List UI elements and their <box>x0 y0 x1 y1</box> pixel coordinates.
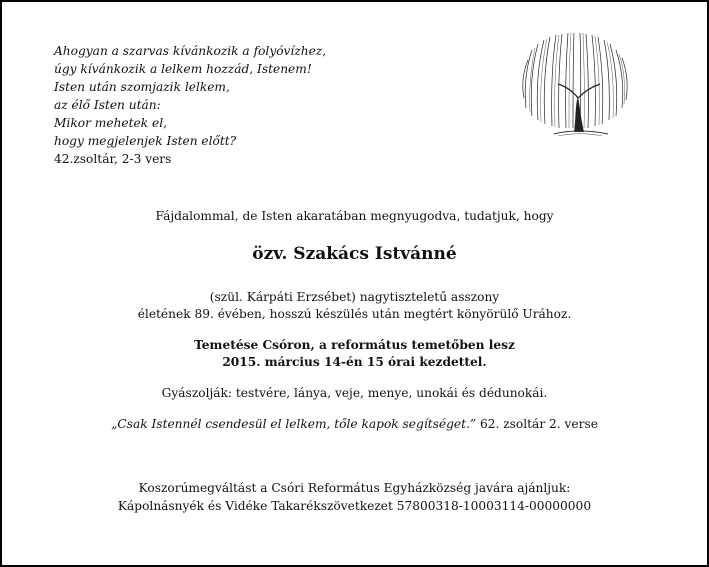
maiden-name-line: (szül. Kárpáti Erzsébet) nagytiszteletű asszony <box>209 290 500 304</box>
poem-line: hogy megjelenjek Isten előtt? <box>54 134 237 148</box>
funeral-location: Temetése Csóron, a református temetőben lesz <box>194 338 515 352</box>
poem-reference: 42.zsoltár, 2-3 vers <box>54 152 172 166</box>
psalm-poem <box>54 42 326 168</box>
deceased-name: özv. Szakács Istvánné <box>252 244 457 264</box>
mourners-line: Gyászolják: testvére, lánya, veje, menye, unokái és dédunokái. <box>161 386 548 400</box>
poem-line: Ahogyan a szarvas kívánkozik a folyóvízhez, <box>54 44 327 58</box>
quote-text: „Csak Istennél csendesül el lelkem, tőle kapok segítséget.” <box>111 417 477 431</box>
poem-line: az élő Isten után: <box>54 98 161 112</box>
funeral-date: 2015. március 14-én 15 órai kezdettel. <box>222 355 487 369</box>
poem-line: Mikor mehetek el, <box>54 116 167 130</box>
bank-account-line: Kápolnásnyék és Vidéke Takarékszövetkezet 57800318-10003114-00000000 <box>117 499 592 513</box>
poem-line: úgy kívánkozik a lelkem hozzád, Istenem! <box>54 62 312 76</box>
intro-text: Fájdalommal, de Isten akaratában megnyugodva, tudatjuk, hogy <box>155 209 554 223</box>
age-line: életének 89. évében, hosszú készülés után megtért könyörülő Urához. <box>137 307 572 321</box>
quote-reference: 62. zsoltár 2. verse <box>476 417 598 431</box>
weeping-willow-tree-icon <box>518 28 636 146</box>
poem-line: Isten után szomjazik lelkem, <box>54 80 230 94</box>
closing-quote <box>2 416 707 433</box>
donation-line: Koszorúmegváltást a Csóri Református Egyházközség javára ajánljuk: <box>138 481 571 495</box>
